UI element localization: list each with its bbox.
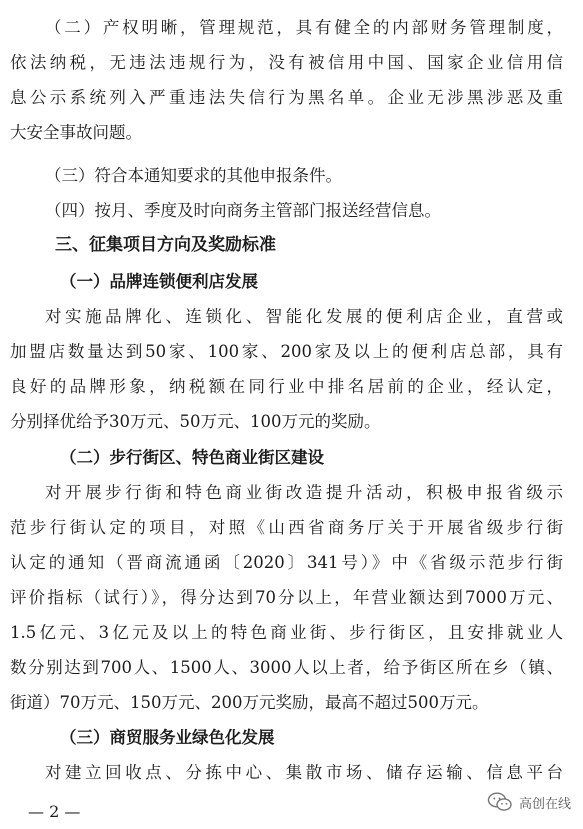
subsection-title-green-commerce: （三）商贸服务业绿色化发展 <box>60 728 275 747</box>
wechat-icon <box>487 792 513 812</box>
page-number: — 2 — <box>28 802 81 821</box>
text-line: （三）符合本通知要求的其他申报条件。 <box>45 166 342 185</box>
text-line: 加盟店数量达到50家、100家、200家及以上的便利店总部，具有 <box>10 342 563 361</box>
paragraph-qualification-2 <box>0 10 583 150</box>
watermark <box>487 792 571 812</box>
subsection-title-brand-chain: （一）品牌连锁便利店发展 <box>60 272 258 291</box>
text-line: 良好的品牌形象，纳税额在同行业中排名居前的企业，经认定， <box>10 377 563 396</box>
subsection-title-pedestrian-street: （二）步行街区、特色商业街区建设 <box>60 448 324 467</box>
text-line: 认定的通知（晋商流通函〔2020〕341号）》中《省级示范步行街 <box>10 553 563 572</box>
section-heading: 三、征集项目方向及奖励标准 <box>55 235 276 255</box>
watermark-text: 高创在线 <box>518 796 571 812</box>
text-line: 范步行街认定的项目，对照《山西省商务厅关于开展省级步行街 <box>10 518 563 537</box>
text-line: （四）按月、季度及时向商务主管部门报送经营信息。 <box>45 201 441 220</box>
text-line: 对开展步行街和特色商业街改造提升活动，积极申报省级示 <box>45 483 563 502</box>
text-line: 息公示系统列入严重违法失信行为黑名单。企业无涉黑涉恶及重 <box>10 88 563 107</box>
paragraph-qualification-4 <box>0 193 583 228</box>
text-line: 街道）70万元、150万元、200万元奖励，最高不超过500万元。 <box>10 693 489 712</box>
text-line: 分别择优给予30万元、50万元、100万元的奖励。 <box>10 412 381 431</box>
text-line: （二）产权明晰，管理规范，具有健全的内部财务管理制度， <box>45 18 563 37</box>
text-line: 1.5亿元、3亿元及以上的特色商业街、步行街区，且安排就业人 <box>10 623 563 642</box>
paragraph-pedestrian-street <box>0 475 583 720</box>
text-line: 依法纳税，无违法违规行为，没有被信用中国、国家企业信用信 <box>10 53 563 72</box>
text-line: 数分别达到700人、1500人、3000人以上者，给予街区所在乡（镇、 <box>10 658 563 677</box>
text-line: 大安全事故问题。 <box>10 123 142 142</box>
text-line: 对实施品牌化、连锁化、智能化发展的便利店企业，直营或 <box>45 307 563 326</box>
paragraph-green-commerce <box>0 755 583 790</box>
paragraph-brand-chain <box>0 299 583 439</box>
text-line: 对建立回收点、分拣中心、集散市场、储存运输、信息平台 <box>45 763 563 782</box>
text-line: 评价指标（试行）》，得分达到70分以上，年营业额达到7000万元、 <box>10 588 563 607</box>
paragraph-qualification-3 <box>0 158 583 193</box>
